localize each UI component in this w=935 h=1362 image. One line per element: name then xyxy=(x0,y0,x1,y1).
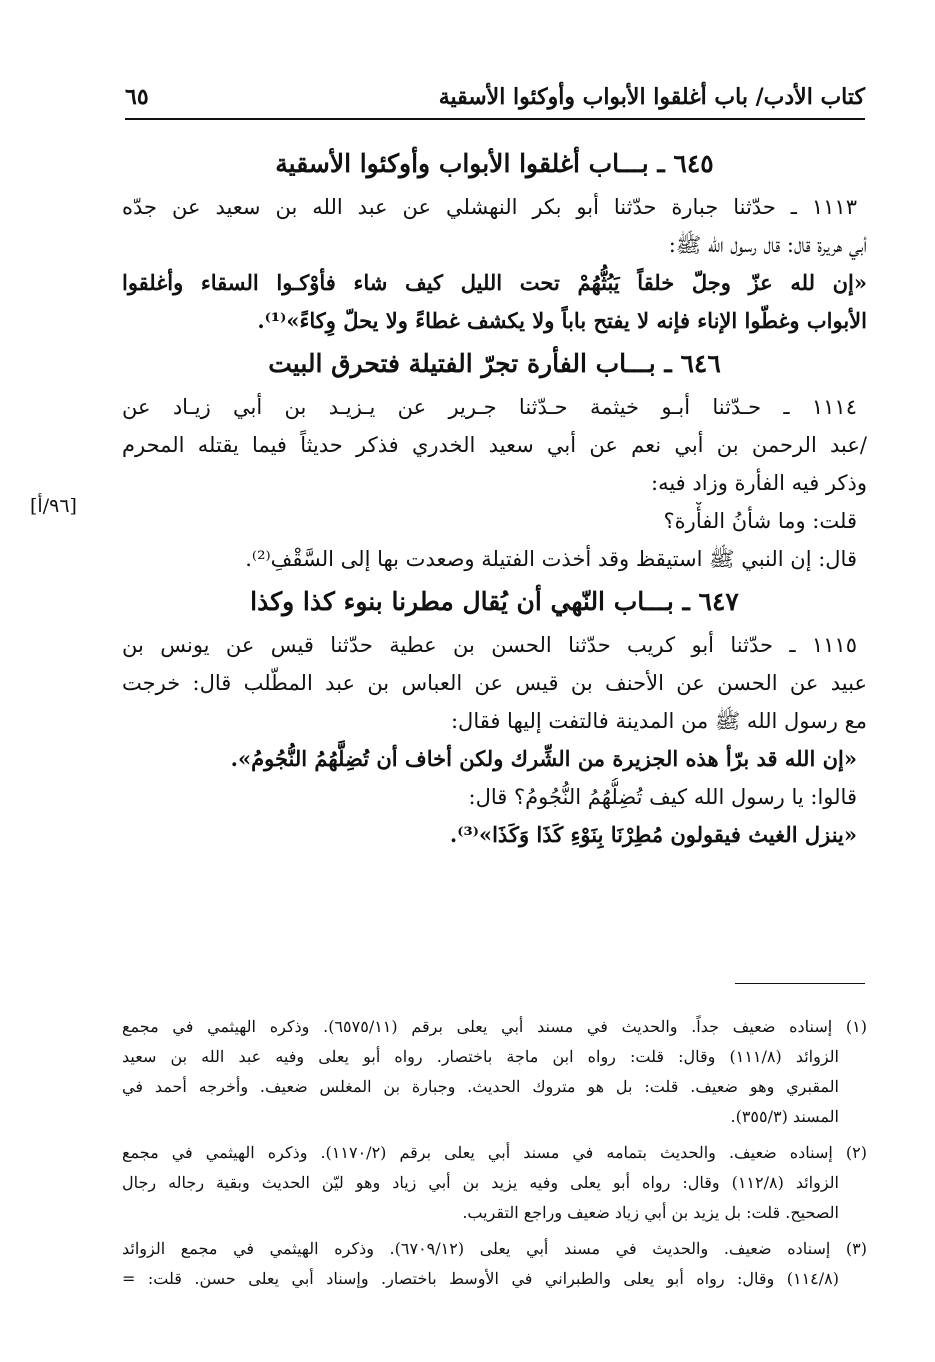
footnote-1-continued: الزوائد (١١١/٨) وقال: قلت: رواه ابن ماجة باختصار. رواه أبو يعلى وفيه عبد الله بن سعيد xyxy=(122,1047,840,1066)
hadith-1115-line: ١١١٥ ـ حدّثنا أبو كريب حدّثنا الحسن بن عطية حدّثنا قيس عن يونس بن xyxy=(122,633,857,657)
section-title-646: ٦٤٦ ـ بـــاب الفأرة تجرّ الفتيلة فتحرق البيت xyxy=(268,349,721,378)
hadith-1115-line: عبيد عن الحسن عن الأحنف بن قيس عن العباس بن عبد المطّلب قال: خرجت xyxy=(122,671,867,695)
section-title-647: ٦٤٧ ـ بـــاب النّهي أن يُقال مطرنا بنوء كذا وكذا xyxy=(250,587,739,616)
hadith-1113-line: ١١١٣ ـ حدّثنا جبارة حدّثنا أبو بكر النهشلي عن عبد الله بن سعيد عن جدّه xyxy=(122,195,857,219)
footnote-1-continued: المقبري وهو ضعيف. قلت: بل هو متروك الحديث. وجبارة بن المغلس ضعيف. وأخرجه أحمد في xyxy=(122,1077,839,1096)
hadith-1113-line: أبي هريرة قال: قال رسول الله ﷺ: xyxy=(668,233,867,257)
hadith-1115-line: قالوا: يا رسول الله كيف تُضِلُّهُمُ النُّجُومُ؟ قال: xyxy=(468,785,857,809)
footnote-1: (١) إسناده ضعيف جداً. والحديث في مسند أبي يعلى برقم (٦٥٧٥/١١). وذكره الهيثمي في مجمع xyxy=(122,1017,867,1036)
section-title-645: ٦٤٥ ـ بـــاب أغلقوا الأبواب وأوكئوا الأسقية xyxy=(275,149,714,178)
hadith-1115-line: مع رسول الله ﷺ من المدينة فالتفت إليها فقال: xyxy=(450,709,867,733)
page-body xyxy=(122,140,867,854)
footnote-separator xyxy=(735,983,865,984)
hadith-1114-line: قال: إن النبي ﷺ استيقظ وقد أخذت الفتيلة وصعدت بها إلى السَّقْفِ⁽²⁾. xyxy=(245,547,857,571)
hadith-1114-line: ١١١٤ ـ حـدّثنا أبـو خيثمة حـدّثنا جـرير عن يـزيـد بن أبي زيـاد عن xyxy=(122,395,857,419)
footnote-2-continued: الصحيح. قلت: بل يزيد بن أبي زياد ضعيف وراجع التقريب. xyxy=(462,1203,839,1222)
footnote-3: (٣) إسناده ضعيف. والحديث في مسند أبي يعلى (٦٧٠٩/١٢). وذكره الهيثمي في مجمع الزوائد xyxy=(122,1239,867,1258)
hadith-1113-text: الأبواب وغطّوا الإناء فإنه لا يفتح باباً ولا يكشف غطاءً ولا يحلّ وِكاءً»⁽¹⁾. xyxy=(257,308,867,333)
footnote-2-continued: الزوائد (١١٢/٨) وقال: رواه أبو يعلى وفيه يزيد بن أبي زياد وهو ليّن الحديث وبقية رجاله رجال xyxy=(122,1173,839,1192)
footnote-3-continued: (١١٤/٨) وقال: رواه أبو يعلى والطبراني في الأوسط باختصار. وإسناد أبي يعلى حسن. قلت: = xyxy=(122,1269,839,1288)
hadith-1115-text: «إن الله قد برّأ هذه الجزيرة من الشِّرك ولكن أخاف أن تُضِلَّهُمُ النُّجُومُ». xyxy=(230,746,857,771)
page-number: ٦٥ xyxy=(125,84,149,110)
hadith-1114-line: وذكر فيه الفأرة وزاد فيه: xyxy=(651,471,867,495)
page-header xyxy=(125,80,865,120)
running-title: كتاب الأدب/ باب أغلقوا الأبواب وأوكئوا الأسقية xyxy=(438,84,865,110)
footnote-2: (٢) إسناده ضعيف. والحديث بتمامه في مسند أبي يعلى برقم (١١٧٠/٢). وذكره الهيثمي في مجمع xyxy=(122,1143,867,1162)
hadith-1113-text: «إن لله عزّ وجلّ خلقاً يَبُثُّهُمْ تحت الليل كيف شاء فأوْكـوا السقاء وأغلقوا xyxy=(122,270,867,295)
hadith-1115-text: «ينزل الغيث فيقولون مُطِرْنَا بِنَوْءِ كَذَا وَكَذَا»⁽³⁾. xyxy=(449,822,857,847)
footnote-1-continued: المسند (٣٥٥/٣). xyxy=(730,1107,839,1126)
manuscript-folio-marker: [٩٦/أ] xyxy=(30,495,77,517)
hadith-1114-line: قلت: وما شأنُ الفأْرة؟ xyxy=(663,509,857,533)
footnotes xyxy=(122,1012,867,1294)
hadith-1114-line: /عبد الرحمن بن أبي نعم عن أبي سعيد الخدري فذكر حديثاً فيما يقتله المحرم xyxy=(122,433,867,457)
